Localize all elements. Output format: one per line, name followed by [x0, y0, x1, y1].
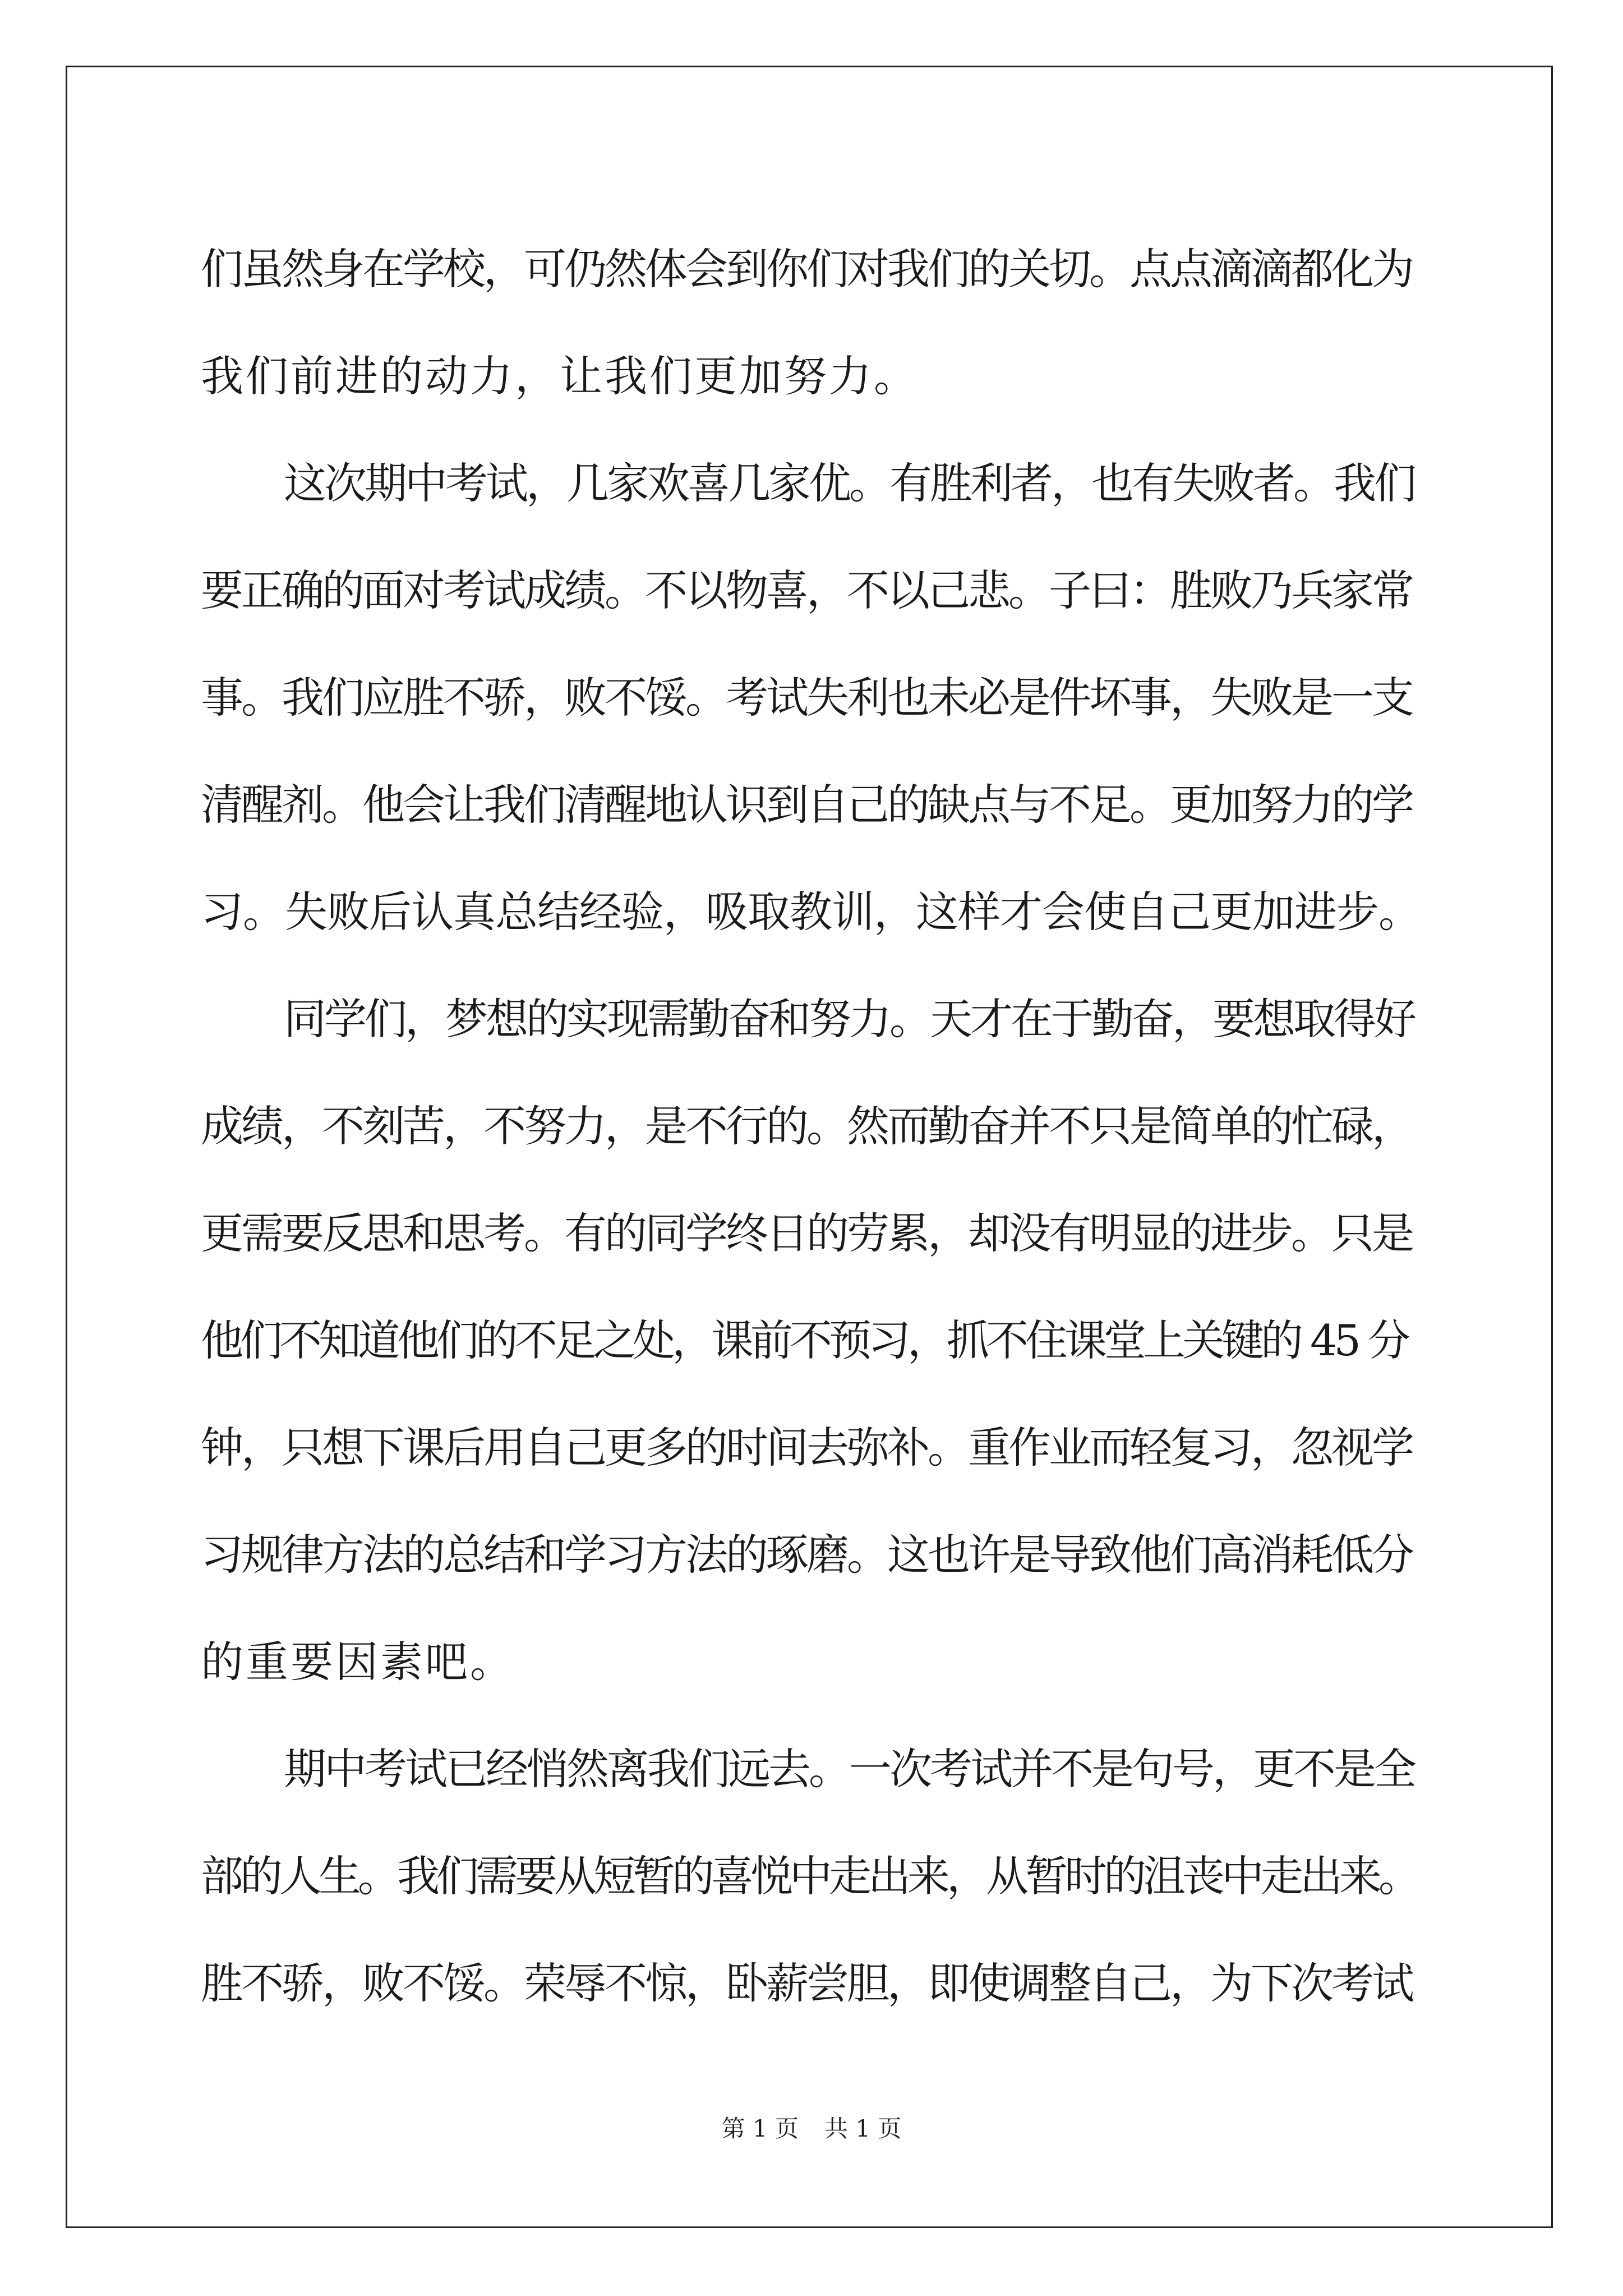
text-line-4: 要正确的面对考试成绩。不以物喜，不以己悲。子曰：胜败乃兵家常 — [201, 565, 1412, 615]
text-line-10: 更需要反思和思考。有的同学终日的劳累，却没有明显的进步。只是 — [201, 1208, 1412, 1258]
text-line-15: 期中考试已经悄然离我们远去。一次考试并不是句号，更不是全 — [284, 1744, 1414, 1794]
text-line-1: 们虽然身在学校，可仍然体会到你们对我们的关切。点点滴滴都化为 — [201, 244, 1412, 294]
document-body — [201, 215, 1423, 2037]
text-line-16: 部的人生。我们需要从短暂的喜悦中走出来，从暂时的沮丧中走出来。 — [201, 1851, 1418, 1901]
page-footer — [0, 2112, 1623, 2146]
text-line-8: 同学们，梦想的实现需勤奋和努力。天才在于勤奋，要想取得好 — [284, 994, 1414, 1044]
text-line-6: 清醒剂。他会让我们清醒地认识到自己的缺点与不足。更加努力的学 — [201, 780, 1412, 830]
text-line-5: 事。我们应胜不骄，败不馁。考试失利也未必是件坏事，失败是一支 — [201, 673, 1412, 723]
text-line-12: 钟，只想下课后用自己更多的时间去弥补。重作业而轻复习，忽视学 — [201, 1423, 1412, 1473]
text-line-17: 胜不骄，败不馁。荣辱不惊，卧薪尝胆，即使调整自己，为下次考试 — [201, 1958, 1412, 2008]
page-total: 共 1 页 — [824, 2115, 902, 2142]
text-line-7: 习。失败后认真总结经验，吸取教训，这样才会使自己更加进步。 — [201, 887, 1421, 937]
text-line-14: 的重要因素吧。 — [201, 1637, 515, 1687]
text-line-13: 习规律方法的总结和学习方法的琢磨。这也许是导致他们高消耗低分 — [201, 1530, 1412, 1580]
page-number: 第 1 页 — [721, 2115, 799, 2142]
text-line-11: 他们不知道他们的不足之处，课前不预习，抓不住课堂上关键的 45 分 — [201, 1315, 1408, 1365]
text-line-3: 这次期中考试，几家欢喜几家优。有胜利者，也有失败者。我们 — [284, 458, 1414, 508]
text-line-9: 成绩，不刻苦，不努力，是不行的。然而勤奋并不只是简单的忙碌， — [201, 1101, 1412, 1151]
text-line-2: 我们前进的动力，让我们更加努力。 — [201, 351, 919, 401]
